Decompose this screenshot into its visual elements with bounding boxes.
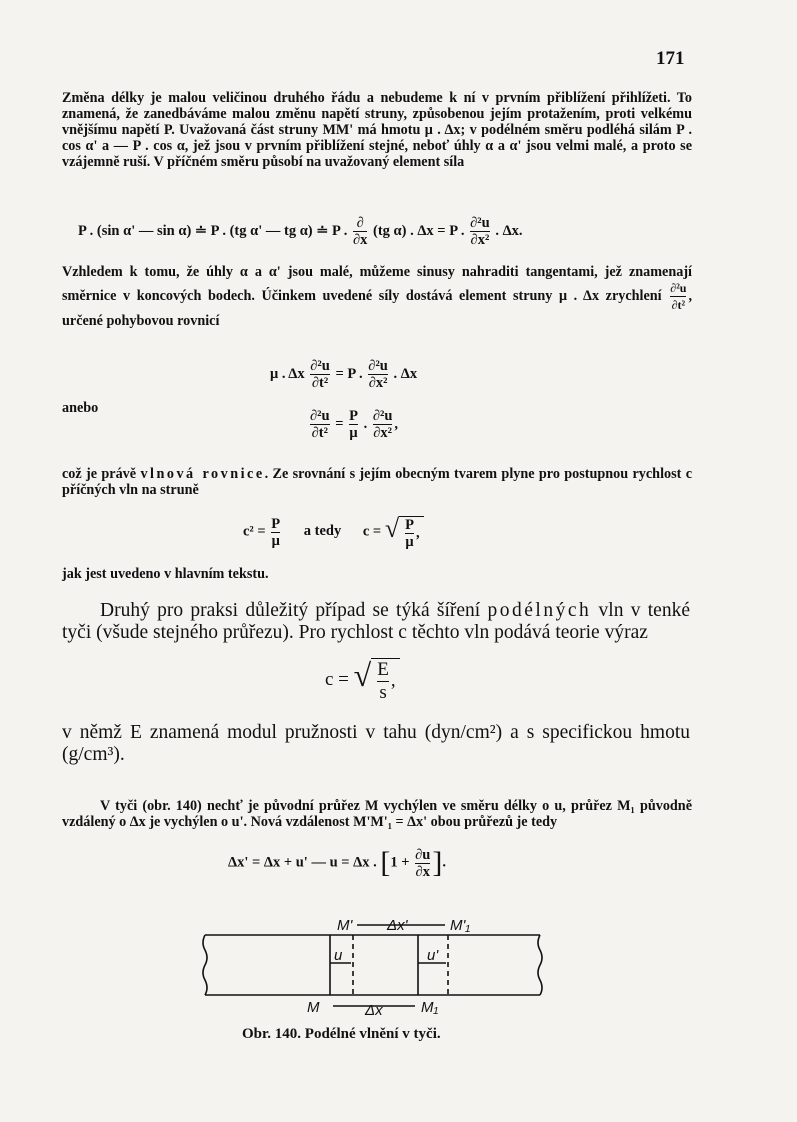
eq6-tail: . [442, 854, 446, 871]
equation-wave [308, 408, 398, 441]
label-u: u [334, 947, 343, 964]
eq3-dot: . [363, 415, 368, 432]
paragraph-7-text: V tyči (obr. 140) nechť je původní průřez M vychýlen ve směru délky o u, průřez M₁ původně vzdálený o Δx je vychýlen o u'. Nová vzdálenost M'M'₁ = Δx' obou průřezů je tedy [62, 798, 692, 830]
eq1-second-derivative: $\frac{\text{∂²u}}{\text{∂x²}}$ [470, 215, 490, 248]
eq3-frac-t: $\frac{\text{∂²u}}{\text{∂t²}}$ [310, 408, 330, 441]
sqrt-e-s: √ $\frac{E}{s}$ , [354, 657, 400, 704]
label-m1-prime: M'₁ [450, 917, 471, 934]
eq3-tail: , [394, 415, 399, 432]
paragraph-7 [62, 798, 692, 830]
acceleration-frac: $\frac{\text{∂²u}}{\text{∂t²}}$ [670, 281, 687, 312]
equation-velocity-rod [325, 657, 400, 704]
eq3-equals: = [335, 415, 344, 432]
paragraph-5-b: vln v tenké tyči (všude stejného průřezu). Pro rychlost c těchto vln podává teorie výraz [62, 600, 690, 643]
label-m1: M₁ [421, 999, 439, 1016]
eq2-tail: . Δx [393, 365, 418, 382]
eq1-partial-frac: $\frac{\partial}{\partial x}$ [352, 215, 368, 248]
eq5-c: c = [325, 668, 349, 690]
paragraph-2 [62, 264, 692, 329]
eq4-mid: a tedy [303, 523, 342, 540]
eq1-lhs: P . (sin α' — sin α) ≐ P . (tg α' — tg α) ≐ P . [78, 222, 348, 239]
equation-motion [270, 358, 417, 391]
paragraph-5 [62, 600, 690, 644]
figure-140-rod-diagram [195, 905, 615, 1020]
eq4-lhs: c² = [243, 523, 266, 540]
eq6-lhs: Δx' = Δx + u' — u = Δx . [228, 854, 377, 871]
longitudinal-term: podélných [487, 600, 592, 621]
label-m-prime: M' [337, 917, 353, 934]
eq4-c: c = [362, 523, 382, 540]
equation-new-distance: Δx' = Δx + u' — u = Δx . [1 + $\frac{\partial u}{\partial x}$ ]. [228, 846, 446, 880]
eq6-frac: $\frac{\partial u}{\partial x}$ [415, 846, 431, 880]
eq2-frac-x: $\frac{\text{∂²u}}{\text{∂x²}}$ [368, 358, 388, 391]
paragraph-1-text: Změna délky je malou veličinou druhého řádu a nebudeme k ní v prvním přiblížení přihlížeti. To znamená, že zanedbáváme malou změnu napětí struny, způsobenou jejím protažením, proti velkému vnějšímu napětí P. Uvažovaná část struny MM' má hmotu μ . Δx; v podélném směru podléhá silám P . cos α' a — P . cos α, jež jsou v prvním přiblížení stejné, neboť úhly α a α' jsou velmi malé, a proto se vzájemně ruší. V příčném směru působí na uvažovaný element síla [62, 90, 692, 170]
paragraph-4 [62, 566, 692, 582]
paragraph-4-text: jak jest uvedeno v hlavním tekstu. [62, 566, 269, 582]
eq2-frac-t: $\frac{\text{∂²u}}{\text{∂t²}}$ [310, 358, 330, 391]
eq3-frac-x: $\frac{\text{∂²u}}{\text{∂x²}}$ [372, 408, 393, 441]
label-m: M [307, 999, 320, 1016]
paragraph-1 [62, 90, 692, 170]
paragraph-3 [62, 466, 692, 498]
eq1-tail: . Δx. [495, 222, 523, 239]
wave-equation-term: vlnová rovnice [140, 466, 265, 482]
eq6-bracket-pre: 1 + [390, 854, 410, 871]
eq2-lhs: μ . Δx [270, 365, 305, 382]
eq3-frac-p-mu: $\frac{P}{\mu}$ [349, 408, 358, 441]
eq1-mid: (tg α) . Δx = P . [373, 222, 465, 239]
paragraph-3-b: . Ze srovnání s jejím obecným tvarem plyne pro postupnou rychlost c příčných vln na struně [62, 466, 693, 498]
anebo-label: anebo [62, 400, 99, 416]
paragraph-6 [62, 722, 690, 766]
paragraph-2-text: Vzhledem k tomu, že úhly α a α' jsou malé, můžeme sinusy nahraditi tangentami, jež znamenají směrnice v koncových bodech. Účinkem uvedené síly dostává element struny μ . Δx zrychlení [62, 264, 692, 304]
eq2-mid: = P . [335, 365, 363, 382]
sqrt-p-mu: √ $\frac{P}{\mu}$ , [385, 514, 424, 550]
paragraph-3-a: což je právě [62, 466, 141, 482]
label-delta-x: Δx [365, 1002, 383, 1019]
paragraph-5-a: Druhý pro praksi důležitý případ se týká šíření [100, 600, 488, 621]
eq4-frac: $\frac{P}{\mu}$ [271, 515, 281, 549]
page-number: 171 [656, 48, 685, 69]
equation-transverse-force [78, 215, 523, 248]
paragraph-6-text: v němž E znamená modul pružnosti v tahu (dyn/cm²) a s specifickou hmotu (g/cm³). [62, 722, 690, 765]
label-u-prime: u' [427, 947, 439, 964]
equation-velocity-string [243, 514, 424, 550]
paragraph-2-tail: , určené pohybovou rovnicí [62, 287, 693, 329]
label-delta-x-prime: Δx' [387, 917, 408, 934]
figure-caption: Obr. 140. Podélné vlnění v tyči. [242, 1026, 441, 1042]
